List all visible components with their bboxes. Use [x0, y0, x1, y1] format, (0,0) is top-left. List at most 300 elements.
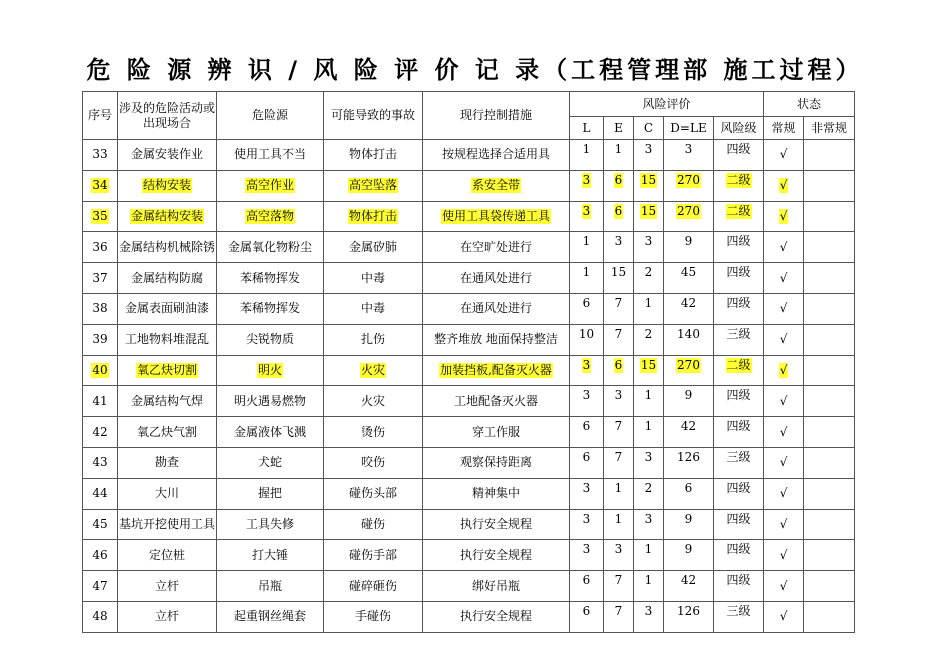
cell-level: [714, 478, 764, 509]
cell-E-text: 7: [614, 295, 623, 310]
cell-level: [714, 263, 764, 294]
cell-activity: [118, 293, 217, 324]
cell-normal: [764, 324, 804, 355]
cell-control-text: 观察保持距离: [459, 455, 532, 470]
header-seq: 序号: [83, 92, 118, 140]
cell-C-text: 3: [644, 511, 653, 526]
cell-level-text: 三级: [726, 449, 751, 464]
cell-seq-text: 35: [92, 208, 108, 223]
cell-activity-text: 定位桩: [148, 547, 185, 562]
cell-hazard: [217, 201, 324, 232]
header-C: C: [634, 117, 664, 140]
table-row: [83, 540, 855, 571]
cell-normal: [764, 140, 804, 171]
cell-E-text: 6: [614, 357, 623, 372]
cell-E: [604, 232, 634, 263]
cell-C-text: 15: [640, 172, 657, 187]
cell-seq-text: 36: [92, 239, 108, 254]
cell-abnormal: [804, 170, 855, 201]
cell-normal: [764, 509, 804, 540]
cell-level: [714, 201, 764, 232]
cell-seq-text: 37: [92, 270, 108, 285]
cell-activity: [118, 232, 217, 263]
cell-accident-text: 碰碎砸伤: [348, 578, 397, 593]
cell-E: [604, 293, 634, 324]
cell-seq-text: 41: [92, 393, 108, 408]
cell-E: [604, 509, 634, 540]
cell-D: [664, 263, 714, 294]
cell-D: [664, 417, 714, 448]
cell-activity: [118, 324, 217, 355]
cell-accident-text: 烫伤: [360, 424, 385, 439]
cell-level: [714, 355, 764, 386]
cell-L-text: 3: [582, 172, 591, 187]
table-row: [83, 201, 855, 232]
cell-seq: [83, 447, 118, 478]
cell-normal-text: √: [779, 486, 788, 501]
cell-level: [714, 447, 764, 478]
cell-control: [423, 417, 570, 448]
cell-hazard-text: 犬蛇: [257, 455, 282, 470]
cell-activity: [118, 540, 217, 571]
cell-level-text: 四级: [726, 419, 751, 434]
table-row: [83, 601, 855, 632]
cell-L-text: 1: [582, 265, 591, 280]
cell-level: [714, 386, 764, 417]
cell-seq: [83, 140, 118, 171]
cell-activity: [118, 447, 217, 478]
cell-E-text: 6: [614, 203, 623, 218]
cell-L-text: 3: [582, 511, 591, 526]
cell-hazard-text: 金属氧化物粉尘: [227, 239, 312, 254]
header-E: E: [604, 117, 634, 140]
cell-E-text: 3: [614, 388, 623, 403]
cell-D-text: 126: [677, 449, 700, 464]
cell-E: [604, 386, 634, 417]
cell-L-text: 3: [582, 203, 591, 218]
cell-C: [634, 232, 664, 263]
cell-activity: [118, 355, 217, 386]
cell-abnormal: [804, 478, 855, 509]
cell-normal: [764, 478, 804, 509]
cell-accident: [324, 601, 423, 632]
cell-hazard-text: 金属液体飞溅: [233, 424, 306, 439]
cell-abnormal: [804, 201, 855, 232]
cell-E-text: 1: [614, 480, 623, 495]
cell-accident-text: 中毒: [360, 301, 385, 316]
cell-seq: [83, 571, 118, 602]
cell-activity: [118, 170, 217, 201]
cell-normal: [764, 571, 804, 602]
cell-hazard-text: 打大锤: [251, 547, 288, 562]
cell-seq-text: 45: [92, 516, 108, 531]
cell-E: [604, 140, 634, 171]
cell-level: [714, 324, 764, 355]
cell-normal-text: √: [779, 547, 788, 562]
cell-accident-text: 火灾: [360, 362, 385, 377]
table-row: [83, 386, 855, 417]
header-row-top: [83, 92, 855, 117]
cell-abnormal: [804, 509, 855, 540]
table-row: [83, 571, 855, 602]
cell-seq-text: 34: [92, 178, 108, 193]
cell-level: [714, 540, 764, 571]
cell-level: [714, 232, 764, 263]
table-row: [83, 263, 855, 294]
cell-E-text: 1: [614, 142, 623, 156]
header-level: 风险级: [714, 117, 764, 140]
cell-L-text: 3: [582, 542, 591, 557]
cell-level: [714, 571, 764, 602]
cell-seq-text: 44: [92, 486, 108, 501]
header-accident: 可能导致的事故: [324, 92, 423, 140]
cell-accident: [324, 293, 423, 324]
cell-D-text: 42: [680, 573, 697, 588]
cell-level-text: 四级: [726, 480, 751, 495]
cell-L-text: 6: [582, 419, 591, 434]
cell-control: [423, 232, 570, 263]
cell-D: [664, 201, 714, 232]
cell-normal: [764, 601, 804, 632]
cell-level-text: 四级: [726, 573, 751, 588]
cell-hazard-text: 工具失修: [245, 516, 294, 531]
risk-table: [82, 91, 855, 633]
cell-L: [570, 601, 604, 632]
cell-L: [570, 509, 604, 540]
cell-abnormal: [804, 571, 855, 602]
cell-D-text: 126: [677, 603, 700, 618]
cell-control: [423, 386, 570, 417]
cell-accident-text: 火灾: [360, 393, 385, 408]
cell-L: [570, 170, 604, 201]
cell-L-text: 3: [582, 388, 591, 403]
cell-seq: [83, 170, 118, 201]
cell-L: [570, 571, 604, 602]
cell-control: [423, 478, 570, 509]
cell-E-text: 3: [614, 542, 623, 557]
cell-seq: [83, 386, 118, 417]
cell-D-text: 270: [677, 357, 700, 372]
cell-L: [570, 232, 604, 263]
cell-level-text: 四级: [726, 388, 751, 403]
cell-abnormal: [804, 447, 855, 478]
cell-hazard: [217, 417, 324, 448]
header-L: L: [570, 117, 604, 140]
cell-accident: [324, 355, 423, 386]
cell-normal-text: √: [779, 393, 788, 408]
cell-level-text: 四级: [726, 542, 751, 557]
cell-level: [714, 601, 764, 632]
cell-abnormal: [804, 263, 855, 294]
cell-E: [604, 601, 634, 632]
cell-activity-text: 氧乙炔气割: [136, 424, 197, 439]
cell-normal-text: √: [779, 424, 788, 439]
cell-hazard-text: 起重钢丝绳套: [233, 609, 306, 624]
header-D: D=LE: [664, 117, 714, 140]
header-hazard: 危险源: [217, 92, 324, 140]
cell-abnormal: [804, 386, 855, 417]
cell-control: [423, 540, 570, 571]
table-row: [83, 232, 855, 263]
cell-hazard: [217, 571, 324, 602]
cell-control-text: 执行安全规程: [459, 516, 532, 531]
cell-E-text: 7: [614, 573, 623, 588]
cell-hazard: [217, 509, 324, 540]
cell-accident: [324, 263, 423, 294]
cell-control: [423, 140, 570, 171]
cell-accident: [324, 540, 423, 571]
cell-control-text: 绑好吊瓶: [471, 578, 520, 593]
cell-seq: [83, 601, 118, 632]
cell-control: [423, 324, 570, 355]
cell-D: [664, 386, 714, 417]
header-control: 现行控制措施: [423, 92, 570, 140]
cell-level: [714, 140, 764, 171]
cell-control: [423, 509, 570, 540]
cell-abnormal: [804, 293, 855, 324]
cell-accident: [324, 571, 423, 602]
cell-hazard-text: 高空落物: [245, 208, 294, 223]
cell-abnormal: [804, 232, 855, 263]
cell-D: [664, 293, 714, 324]
cell-E-text: 3: [614, 234, 623, 249]
table-row: [83, 355, 855, 386]
cell-accident: [324, 170, 423, 201]
cell-accident-text: 扎伤: [360, 332, 385, 347]
header-normal: 常规: [764, 117, 804, 140]
cell-D: [664, 478, 714, 509]
cell-C-text: 3: [644, 603, 653, 618]
cell-hazard: [217, 232, 324, 263]
cell-C: [634, 170, 664, 201]
cell-activity-text: 大川: [154, 486, 179, 501]
cell-seq: [83, 478, 118, 509]
cell-seq: [83, 263, 118, 294]
cell-hazard-text: 明火: [257, 362, 282, 377]
cell-D-text: 9: [684, 234, 693, 249]
cell-accident: [324, 447, 423, 478]
cell-control-text: 整齐堆放 地面保持整洁: [434, 332, 558, 347]
cell-activity-text: 立杆: [154, 578, 179, 593]
cell-D: [664, 540, 714, 571]
cell-normal: [764, 417, 804, 448]
table-row: [83, 509, 855, 540]
cell-D: [664, 170, 714, 201]
cell-seq-text: 43: [92, 455, 108, 470]
cell-seq-text: 38: [92, 301, 108, 316]
cell-accident: [324, 509, 423, 540]
cell-control: [423, 447, 570, 478]
cell-activity-text: 勘查: [154, 455, 179, 470]
cell-seq: [83, 509, 118, 540]
cell-D-text: 3: [684, 142, 693, 156]
cell-hazard-text: 握把: [257, 486, 282, 501]
cell-accident-text: 碰伤头部: [348, 486, 397, 501]
cell-control-text: 系安全带: [471, 178, 520, 193]
cell-L-text: 10: [578, 326, 595, 341]
cell-E: [604, 263, 634, 294]
cell-E-text: 7: [614, 449, 623, 464]
cell-E-text: 15: [610, 265, 627, 280]
cell-L: [570, 417, 604, 448]
cell-E-text: 6: [614, 172, 623, 187]
cell-level-text: 二级: [726, 203, 751, 218]
cell-L: [570, 140, 604, 171]
cell-control: [423, 170, 570, 201]
cell-activity-text: 金属结构机械除锈: [118, 239, 215, 254]
cell-E: [604, 417, 634, 448]
cell-activity: [118, 417, 217, 448]
cell-C: [634, 293, 664, 324]
cell-normal-text: √: [779, 239, 788, 254]
cell-hazard-text: 尖锐物质: [245, 332, 294, 347]
cell-activity-text: 金属表面刷油漆: [124, 301, 209, 316]
cell-activity: [118, 478, 217, 509]
cell-seq-text: 33: [92, 147, 108, 162]
table-row: [83, 293, 855, 324]
cell-L: [570, 324, 604, 355]
cell-hazard: [217, 293, 324, 324]
cell-accident: [324, 232, 423, 263]
cell-abnormal: [804, 140, 855, 171]
cell-hazard-text: 吊瓶: [257, 578, 282, 593]
cell-C: [634, 601, 664, 632]
cell-seq: [83, 293, 118, 324]
cell-C-text: 1: [644, 295, 653, 310]
cell-abnormal: [804, 540, 855, 571]
cell-D-text: 140: [677, 326, 700, 341]
cell-level: [714, 509, 764, 540]
cell-hazard: [217, 355, 324, 386]
cell-seq-text: 47: [92, 578, 108, 593]
cell-hazard-text: 苯稀物挥发: [239, 301, 300, 316]
cell-D: [664, 324, 714, 355]
cell-accident-text: 中毒: [360, 270, 385, 285]
cell-normal-text: √: [779, 578, 788, 593]
table-row: [83, 170, 855, 201]
cell-level-text: 二级: [726, 357, 751, 372]
cell-D: [664, 140, 714, 171]
cell-level-text: 四级: [726, 234, 751, 249]
cell-normal: [764, 201, 804, 232]
cell-normal: [764, 447, 804, 478]
cell-C: [634, 140, 664, 171]
cell-normal: [764, 540, 804, 571]
cell-seq: [83, 201, 118, 232]
cell-control-text: 使用工具袋传递工具: [441, 208, 550, 223]
cell-L: [570, 478, 604, 509]
cell-activity-text: 结构安装: [142, 178, 191, 193]
cell-normal-text: √: [779, 147, 788, 162]
cell-activity-text: 氧乙炔切割: [136, 362, 197, 377]
cell-activity: [118, 509, 217, 540]
cell-seq-text: 39: [92, 332, 108, 347]
cell-C: [634, 263, 664, 294]
cell-activity: [118, 571, 217, 602]
cell-control: [423, 601, 570, 632]
cell-hazard: [217, 263, 324, 294]
cell-activity-text: 工地物料堆混乱: [124, 332, 209, 347]
cell-normal: [764, 386, 804, 417]
cell-hazard-text: 苯稀物挥发: [239, 270, 300, 285]
cell-control: [423, 293, 570, 324]
cell-C: [634, 355, 664, 386]
cell-activity: [118, 386, 217, 417]
cell-E: [604, 571, 634, 602]
cell-normal-text: √: [779, 362, 788, 377]
cell-seq-text: 48: [92, 609, 108, 624]
cell-L-text: 3: [582, 357, 591, 372]
cell-D-text: 9: [684, 511, 693, 526]
cell-L: [570, 386, 604, 417]
cell-accident-text: 手碰伤: [354, 609, 391, 624]
cell-level-text: 四级: [726, 511, 751, 526]
cell-C-text: 1: [644, 419, 653, 434]
cell-L: [570, 447, 604, 478]
cell-D-text: 270: [677, 203, 700, 218]
cell-L-text: 6: [582, 603, 591, 618]
cell-level: [714, 170, 764, 201]
cell-level: [714, 293, 764, 324]
cell-accident-text: 物体打击: [348, 208, 397, 223]
cell-D: [664, 232, 714, 263]
cell-D: [664, 571, 714, 602]
cell-control: [423, 355, 570, 386]
cell-accident: [324, 386, 423, 417]
cell-control-text: 在空旷处进行: [459, 239, 532, 254]
cell-control: [423, 201, 570, 232]
cell-D-text: 42: [680, 295, 697, 310]
cell-accident: [324, 201, 423, 232]
cell-control-text: 执行安全规程: [459, 609, 532, 624]
cell-hazard: [217, 540, 324, 571]
cell-hazard: [217, 601, 324, 632]
risk-table-body: [83, 140, 855, 633]
cell-normal-text: √: [779, 208, 788, 223]
cell-accident-text: 高空坠落: [348, 178, 397, 193]
cell-normal-text: √: [779, 332, 788, 347]
cell-normal-text: √: [779, 301, 788, 316]
cell-control-text: 穿工作服: [471, 424, 520, 439]
cell-C-text: 3: [644, 234, 653, 249]
cell-E: [604, 355, 634, 386]
cell-hazard: [217, 140, 324, 171]
cell-D-text: 42: [680, 419, 697, 434]
table-row: [83, 140, 855, 171]
cell-E-text: 7: [614, 326, 623, 341]
cell-E: [604, 170, 634, 201]
cell-C: [634, 447, 664, 478]
cell-accident-text: 碰伤手部: [348, 547, 397, 562]
cell-C-text: 3: [644, 142, 653, 156]
cell-normal-text: √: [779, 455, 788, 470]
cell-D: [664, 601, 714, 632]
cell-C-text: 1: [644, 573, 653, 588]
header-status: 状态: [764, 92, 855, 117]
page-title: 危 险 源 辨 识 / 风 险 评 价 记 录（工程管理部 施工过程）: [86, 56, 864, 84]
cell-control-text: 执行安全规程: [459, 547, 532, 562]
cell-normal-text: √: [779, 178, 788, 193]
cell-hazard: [217, 478, 324, 509]
cell-accident: [324, 478, 423, 509]
cell-control-text: 加装挡板,配备灭火器: [440, 362, 552, 377]
cell-activity: [118, 263, 217, 294]
cell-E-text: 7: [614, 603, 623, 618]
cell-D-text: 270: [677, 172, 700, 187]
cell-L-text: 6: [582, 449, 591, 464]
cell-seq: [83, 540, 118, 571]
cell-C: [634, 201, 664, 232]
